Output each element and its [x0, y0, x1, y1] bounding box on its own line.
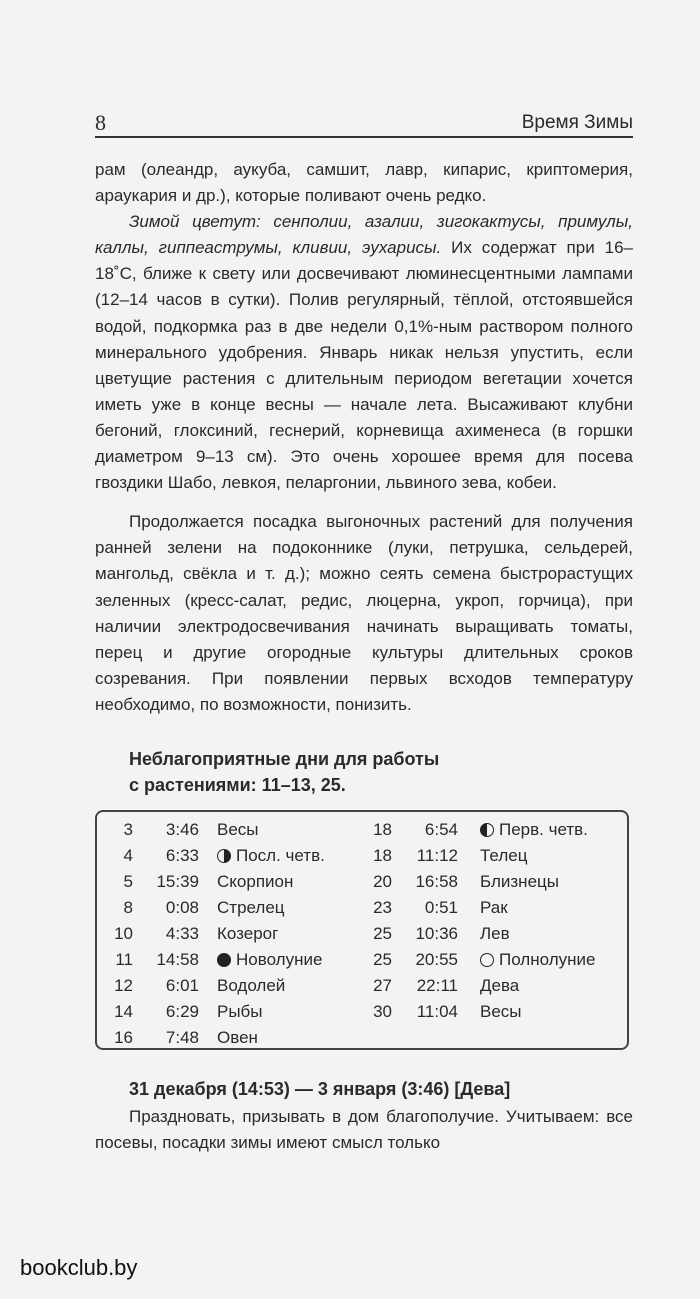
day-cell: 11 — [115, 949, 133, 969]
page-number: 8 — [95, 110, 106, 135]
table-row — [362, 869, 627, 895]
sign-label: Водолей — [217, 975, 286, 995]
sign-cell — [199, 973, 285, 999]
table-row — [97, 817, 362, 843]
moon-last-icon — [217, 849, 231, 863]
time-cell: 15:39 — [156, 871, 199, 891]
day-cell: 30 — [373, 1001, 392, 1021]
book-page — [95, 108, 633, 1156]
day-cell: 18 — [373, 845, 392, 865]
sign-cell — [458, 973, 519, 999]
sign-cell — [458, 895, 508, 921]
sign-cell — [458, 869, 559, 895]
paragraph: рам (олеандр, аукуба, самшит, лавр, кипарис, криптомерия, араукария и др.), которые поливают очень редко. — [95, 160, 633, 206]
table-row — [362, 973, 627, 999]
moon-new-icon — [217, 953, 231, 967]
page-header — [95, 108, 633, 138]
paragraph-text: Их содержат при 16–18˚С, ближе к свету или досвечивают люминесцентными лампами (12–14 часов в сутки). Полив регулярный, тёплой, отстоявшейся водой, подкормка раз в две недели 0,1%-ным раствором полного минерального удобрения. Январь никак нельзя упустить, если цветущие растения с длительным периодом вегетации хочется иметь уже в конце весны — начале лета. Высаживают клубни бегоний, глоксиний, геснерий, корневища ахименеса (в горшки диаметром 9–13 см). Это очень хорошее время для посева гвоздики Шабо, левкоя, пеларгонии, львиного зева, кобеи. — [95, 238, 633, 493]
moon-first-icon — [480, 823, 494, 837]
sign-label: Весы — [217, 819, 259, 839]
day-cell: 4 — [123, 845, 133, 865]
sign-cell — [458, 947, 595, 973]
time-cell: 0:51 — [424, 897, 458, 917]
sign-cell — [199, 895, 285, 921]
sign-label: Близнецы — [480, 871, 559, 891]
sign-cell — [199, 947, 322, 973]
italic-lead: Зимой цветут: — [129, 212, 261, 232]
time-cell: 6:29 — [165, 1001, 199, 1021]
day-cell: 25 — [373, 923, 392, 943]
table-row — [97, 843, 362, 869]
day-cell: 18 — [373, 819, 392, 839]
time-cell: 6:33 — [165, 845, 199, 865]
day-cell: 23 — [373, 897, 392, 917]
day-cell: 25 — [373, 949, 392, 969]
body-text — [95, 157, 633, 718]
sign-label: Полнолуние — [499, 949, 596, 969]
time-cell: 16:58 — [415, 871, 458, 891]
time-cell: 6:01 — [165, 975, 199, 995]
time-cell: 22:11 — [416, 975, 458, 995]
sign-label: Рыбы — [217, 1001, 263, 1021]
table-row — [362, 921, 627, 947]
italic-plants: сенполии, азалии, зигокактусы, примулы, каллы, гиппеаструмы, кливии, эухарисы. — [95, 212, 633, 258]
unfavorable-days — [95, 746, 633, 798]
paragraph: Продолжается посадка выгоночных растений для получения ранней зелени на подоконнике (луки, петрушка, сельдерей, мангольд, свёкла и т. д.); можно сеять семена быстрорастущих зеленных (кресс-салат, редис, люцерна, укроп, горчица), при наличии электродосвечивания начинать выращивать томаты, перец и другие огородные культуры длительных сроков созревания. При появлении первых всходов температуру необходимо, по возможности, понизить. — [95, 512, 633, 714]
sign-label: Скорпион — [217, 871, 294, 891]
table-row — [97, 1025, 362, 1051]
day-cell: 12 — [114, 975, 133, 995]
day-cell: 20 — [373, 871, 392, 891]
table-row — [97, 869, 362, 895]
sign-cell — [199, 817, 259, 843]
table-row — [362, 895, 627, 921]
sign-cell — [458, 817, 588, 843]
day-cell: 3 — [123, 819, 133, 839]
table-row — [97, 999, 362, 1025]
table-column-left — [97, 817, 362, 1048]
sign-cell — [199, 843, 325, 869]
unfavorable-line-1: Неблагоприятные дни для работы — [129, 748, 440, 769]
day-cell: 5 — [123, 871, 133, 891]
time-cell: 11:04 — [416, 1001, 458, 1021]
sign-label: Весы — [480, 1001, 522, 1021]
sign-label: Рак — [480, 897, 508, 917]
day-cell: 8 — [123, 897, 133, 917]
sign-label: Стрелец — [217, 897, 285, 917]
running-title: Время Зимы — [521, 112, 633, 133]
sign-label: Овен — [217, 1027, 258, 1047]
sign-label: Новолуние — [236, 949, 323, 969]
table-row — [97, 973, 362, 999]
sign-label: Посл. четв. — [236, 845, 325, 865]
sign-cell — [199, 1025, 258, 1051]
moon-calendar-table — [95, 810, 629, 1050]
table-row — [362, 947, 627, 973]
sign-label: Телец — [480, 845, 528, 865]
watermark: bookclub.by — [20, 1255, 138, 1280]
table-row — [362, 999, 627, 1025]
day-cell: 14 — [114, 1001, 133, 1021]
sign-label: Козерог — [217, 923, 279, 943]
time-cell: 6:54 — [424, 819, 458, 839]
day-cell: 16 — [114, 1027, 133, 1047]
unfavorable-line-2: с растениями: 11–13, 25. — [129, 774, 346, 795]
sign-cell — [458, 921, 510, 947]
sign-cell — [199, 999, 263, 1025]
time-cell: 3:46 — [165, 819, 199, 839]
table-row — [362, 843, 627, 869]
sign-label: Перв. четв. — [499, 819, 588, 839]
section-text: Праздновать, призывать в дом благополучие. Учитываем: все посевы, посадки зимы имеют смысл только — [95, 1106, 633, 1152]
sign-cell — [458, 999, 522, 1025]
sign-cell — [199, 869, 293, 895]
sign-label: Дева — [480, 975, 520, 995]
time-cell: 14:58 — [156, 949, 199, 969]
moon-full-icon — [480, 953, 494, 967]
table-row — [97, 947, 362, 973]
table-row — [97, 895, 362, 921]
time-cell: 11:12 — [416, 845, 458, 865]
sign-label: Лев — [480, 923, 510, 943]
table-column-right — [362, 817, 627, 1048]
table-row — [362, 817, 627, 843]
time-cell: 4:33 — [165, 923, 199, 943]
day-cell: 10 — [114, 923, 133, 943]
time-cell: 20:55 — [415, 949, 458, 969]
section-heading: 31 декабря (14:53) — 3 января (3:46) [Дева] — [129, 1078, 511, 1099]
sign-cell — [199, 921, 278, 947]
time-cell: 0:08 — [165, 897, 199, 917]
paragraph — [95, 209, 633, 496]
day-cell: 27 — [373, 975, 392, 995]
sign-cell — [458, 843, 527, 869]
time-cell: 10:36 — [415, 923, 458, 943]
time-cell: 7:48 — [165, 1027, 199, 1047]
table-row — [97, 921, 362, 947]
